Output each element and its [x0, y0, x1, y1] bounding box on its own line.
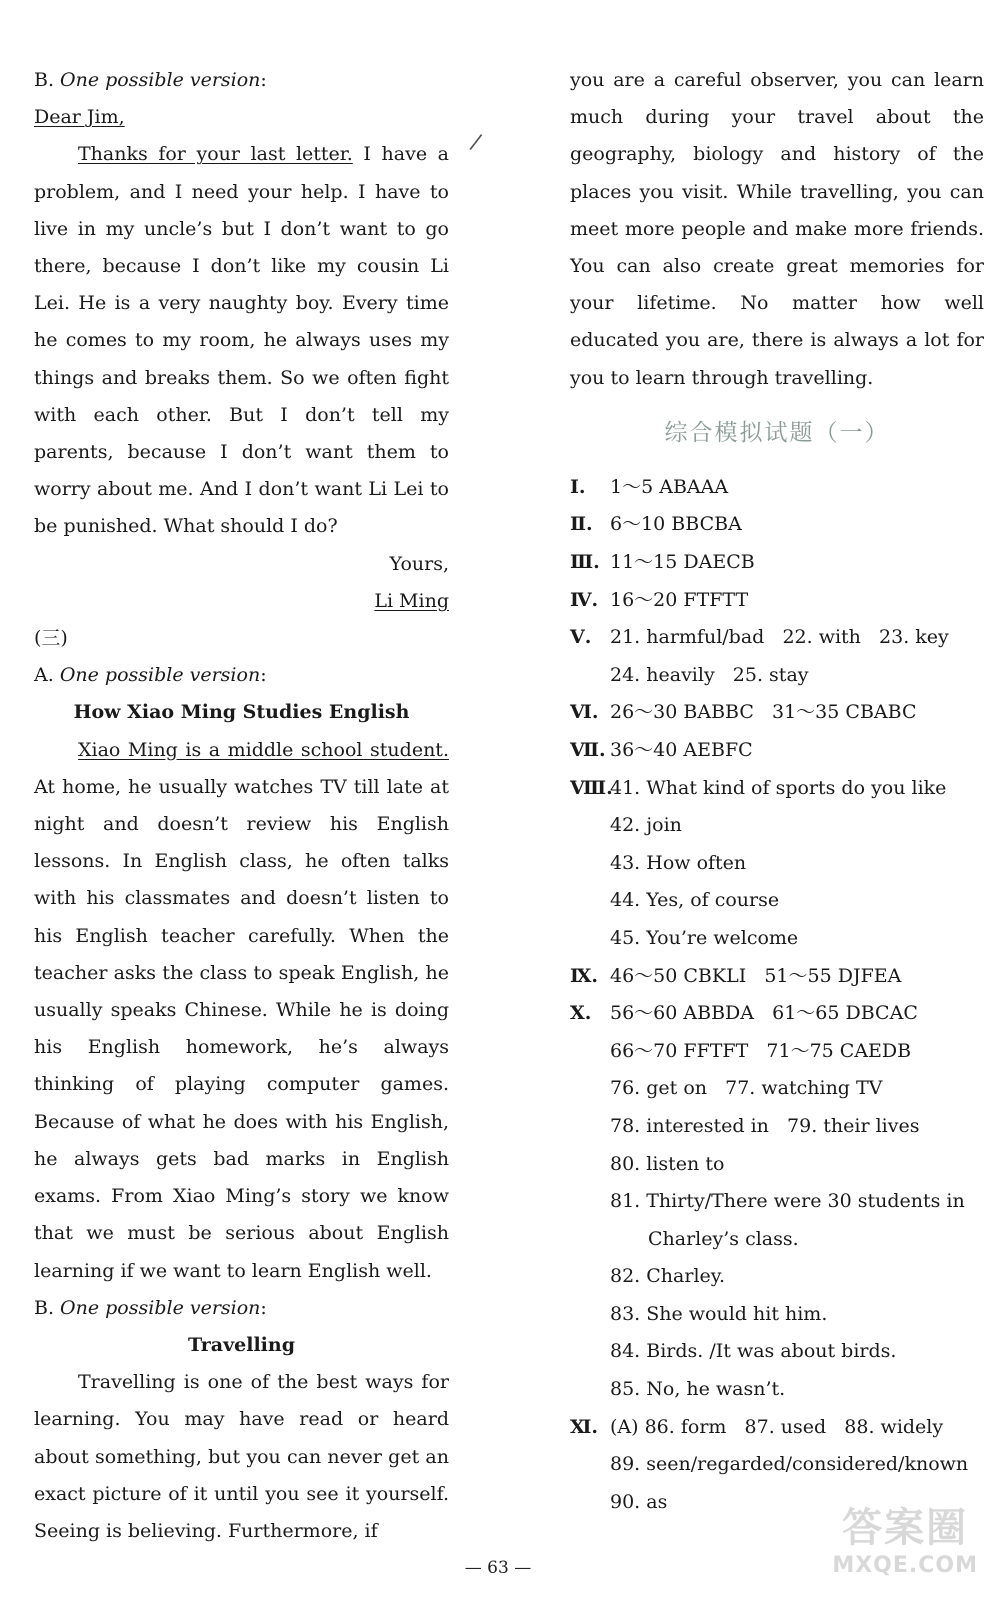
answer-text: 44. Yes, of course: [610, 889, 780, 912]
answer-row: [570, 807, 984, 845]
answer-number: Ⅱ.: [570, 513, 593, 536]
answer-text: (A) 86. form 87. used 88. widely: [610, 1415, 944, 1438]
left-column: [34, 62, 449, 1550]
b1-label: B.: [34, 69, 61, 91]
answer-number: Ⅲ.: [570, 551, 600, 574]
answer-row: [570, 920, 984, 958]
a-heading: [34, 657, 449, 694]
b2-label: B.: [34, 1296, 61, 1319]
answer-number: Ⅵ.: [570, 701, 599, 724]
answer-text: 90. as: [610, 1490, 668, 1513]
a-label: A.: [34, 664, 60, 687]
letter-signature: [34, 583, 449, 620]
answer-text: 42. join: [610, 814, 682, 837]
answer-row: [570, 1108, 984, 1146]
answer-row: [570, 544, 984, 582]
b2-colon: :: [260, 1296, 267, 1319]
answer-text: 76. get on 77. watching TV: [610, 1077, 883, 1100]
answer-row: [570, 1371, 984, 1409]
essay2-title: Travelling: [188, 1333, 295, 1356]
answer-row: [570, 657, 984, 695]
answer-text: 36～40 AEBFC: [610, 738, 753, 761]
essay1-body-text: At home, he usually watches TV till late at night and doesn’t review his English lessons. In English class, he often talks with his classmates and doesn’t listen to his English teacher carefully. When the teacher asks the class to speak English, he usually speaks Chinese. While he is doing his English homework, he’s always thinking of playing computer games. Because of what he does with his English, he always gets bad marks in English exams. From Xiao Ming’s story we know that we must be serious about English learning if we want to learn English well.: [34, 775, 449, 1282]
answer-text: 24. heavily 25. stay: [610, 663, 809, 686]
answer-number: Ⅴ.: [570, 626, 592, 649]
answer-row: [570, 958, 984, 996]
watermark-logo: [832, 1496, 978, 1578]
answer-text: 11～15 DAECB: [610, 551, 755, 574]
answer-row: [570, 732, 984, 770]
page-number: — 63 —: [464, 1558, 532, 1578]
answer-text: 81. Thirty/There were 30 students in: [610, 1190, 965, 1213]
answer-row: [570, 845, 984, 883]
answer-text: 56～60 ABBDA 61～65 DBCAC: [610, 1002, 918, 1025]
answer-text: 45. You’re welcome: [610, 926, 799, 949]
answer-row: [570, 582, 984, 620]
answer-row: [570, 882, 984, 920]
answer-row: [570, 619, 984, 657]
answer-text: 83. She would hit him.: [610, 1302, 828, 1325]
watermark-line2: MXQE.COM: [832, 1553, 978, 1578]
stray-mark: /: [467, 129, 484, 156]
answer-text: 89. seen/regarded/considered/known: [610, 1453, 969, 1476]
answer-row: [570, 995, 984, 1033]
answer-row: [570, 770, 984, 808]
answer-row: [570, 1146, 984, 1184]
section-three: (三): [34, 627, 68, 650]
answer-row: [570, 469, 984, 507]
answer-text: 43. How often: [610, 851, 747, 874]
answer-number: Ⅶ.: [570, 738, 606, 761]
answer-row: [570, 694, 984, 732]
answer-number: Ⅰ.: [570, 475, 586, 498]
b1-heading: [34, 62, 449, 99]
answer-row: [570, 1296, 984, 1334]
a-version: One possible version: [59, 664, 261, 687]
answer-text: 1～5 ABAAA: [610, 475, 729, 498]
answer-text: 21. harmful/bad 22. with 23. key: [610, 626, 949, 649]
a-colon: :: [260, 664, 267, 687]
answer-number: Ⅸ.: [570, 964, 599, 987]
letter-greeting-text: Dear Jim,: [34, 106, 125, 129]
answer-number: Ⅹ.: [570, 1002, 592, 1025]
answer-row: [570, 1183, 984, 1221]
answer-text: 85. No, he wasn’t.: [610, 1378, 786, 1401]
answer-text: 41. What kind of sports do you like: [610, 776, 947, 799]
b1-version: One possible version: [60, 69, 261, 91]
answer-row: [570, 1033, 984, 1071]
essay2-continued: you are a careful observer, you can learn much during your travel about the geography, biology and history of the places you visit. While travelling, you can meet more people and make more friends. You can also create great memories for your lifetime. No matter how well educated you are, there is always a lot for you to learn through travelling.: [570, 69, 984, 389]
answer-number: Ⅺ.: [570, 1415, 599, 1438]
essay1-first-sentence: Xiao Ming is a middle school student.: [78, 738, 449, 761]
b2-heading: [34, 1290, 449, 1327]
answer-number: Ⅳ.: [570, 588, 599, 611]
answer-text: 16～20 FTFTT: [610, 588, 749, 611]
answer-text: 66～70 FFTFT 71～75 CAEDB: [610, 1039, 912, 1062]
essay1-body: [34, 732, 449, 1290]
b1-colon: :: [260, 69, 267, 91]
answer-number: Ⅷ.: [570, 776, 613, 799]
answer-text: 82. Charley.: [610, 1265, 726, 1288]
answer-row: [570, 1333, 984, 1371]
essay2-body: Travelling is one of the best ways for learning. You may have read or heard about something, but you can never get an exact picture of it until you see it yourself. Seeing is believing. Furthermore, if: [34, 1371, 449, 1542]
answer-text: 80. listen to: [610, 1152, 725, 1175]
letter-closing: Yours,: [389, 552, 449, 575]
letter-body-text: I have a problem, and I need your help. I have to live in my uncle’s but I don’t want to go there, because I don’t like my cousin Li Lei. He is a very naughty boy. Every time he comes to my room, he always uses my things and breaks them. So we often fight with each other. But I don’t tell my parents, because I don’t want them to worry about me. And I don’t want Li Lei to be punished. What should I do?: [34, 143, 449, 538]
watermark-line1: 答案圈: [842, 1505, 969, 1551]
answer-text: 84. Birds. /It was about birds.: [610, 1340, 897, 1363]
letter-greeting: [34, 99, 449, 136]
right-column: [570, 62, 984, 1521]
letter-body: [34, 136, 449, 545]
answer-row: [570, 506, 984, 544]
answer-row: [570, 1409, 984, 1447]
answer-row: [570, 1070, 984, 1108]
answer-list: [570, 469, 984, 1522]
answer-text: 46～50 CBKLI 51～55 DJFEA: [610, 964, 902, 987]
answer-text: 6～10 BBCBA: [610, 513, 742, 536]
answer-row: [570, 1221, 984, 1259]
answer-text: Charley’s class.: [648, 1227, 799, 1250]
b2-version: One possible version: [60, 1296, 261, 1319]
answer-row: [570, 1258, 984, 1296]
section-title: 综合模拟试题（一）: [664, 419, 890, 446]
essay1-title: How Xiao Ming Studies English: [73, 701, 410, 724]
answer-row: [570, 1446, 984, 1484]
answer-text: 78. interested in 79. their lives: [610, 1114, 920, 1137]
answer-text: 26～30 BABBC 31～35 CBABC: [610, 701, 917, 724]
letter-first-sentence: Thanks for your last letter.: [78, 143, 353, 166]
letter-signature-text: Li Ming: [374, 589, 449, 612]
